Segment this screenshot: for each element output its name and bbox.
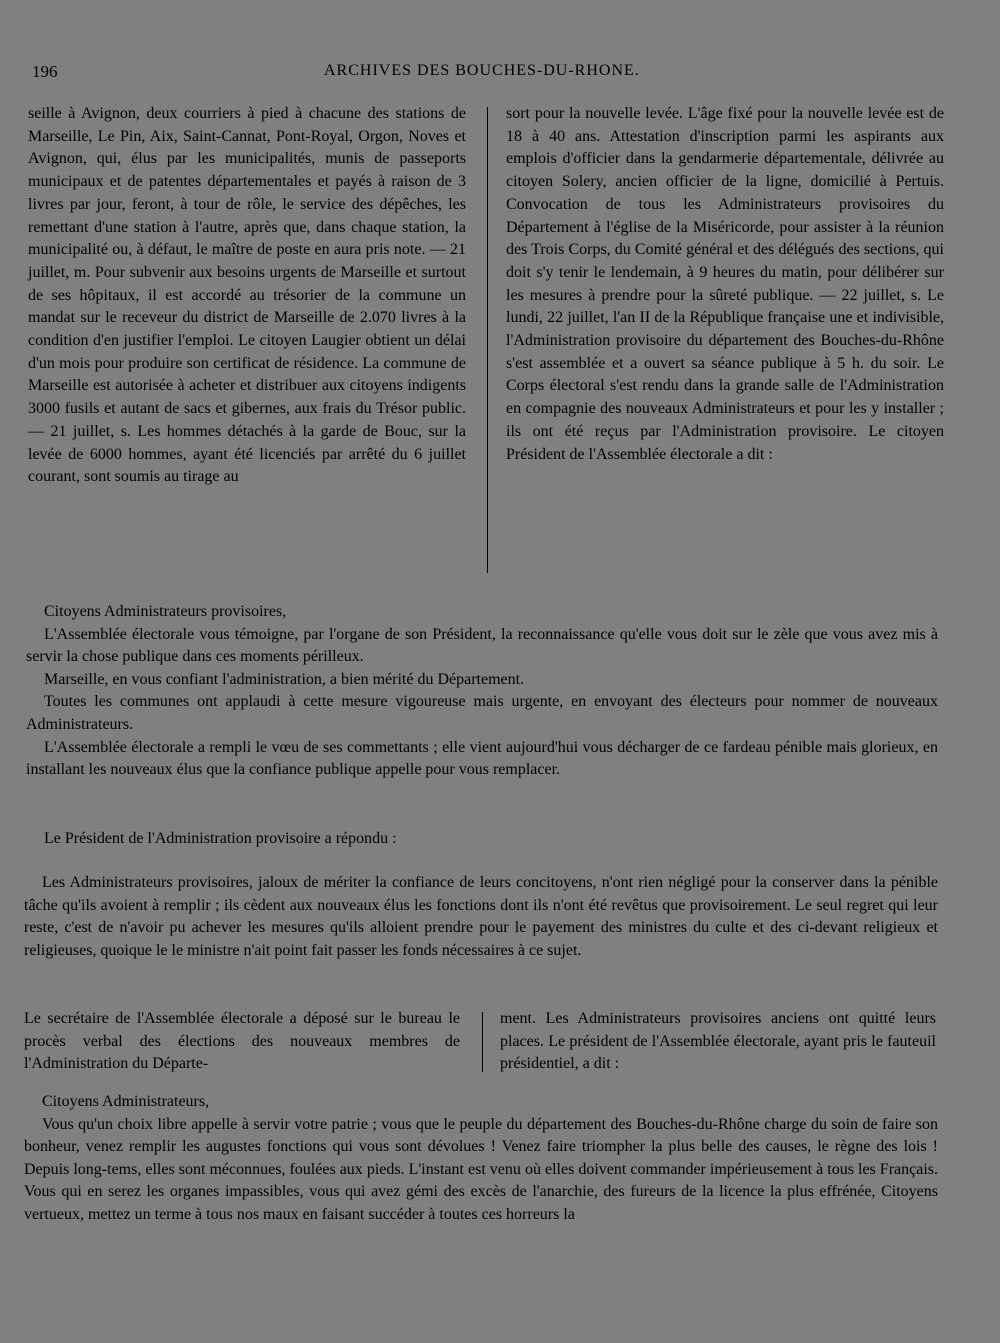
bottom-right-column: ment. Les Administrateurs provisoires anciens ont quitté leurs places. Le président de l'Assemblée électorale, ayant pris le fauteuil présidentiel, a dit : bbox=[500, 1010, 936, 1073]
page-number: 196 bbox=[32, 62, 58, 81]
final-speech-text: Vous qu'un choix libre appelle à servir votre patrie ; vous que le peuple du département des Bouches-du-Rhône charge du soin de faire son bonheur, venez remplir les augustes fonctions qui vous sont dévolues ! Venez faire triompher la plus belle des causes, le règne des lois ! Depuis long-tems, elles sont méconnues, foulées aux pieds. L'instant est venu où elles doivent commander impérieusement à tous les Français. Vous qui en serez les organes impassibles, vous qui avez gémi des excès de l'anarchie, des fureurs de la licence la plus effrénée, Citoyens vertueux, mettez un terme à tous nos maux en faisant succéder à toutes ces horreurs la bbox=[24, 1115, 938, 1223]
column-divider bbox=[487, 107, 488, 573]
speech-paragraph: Toutes les communes ont applaudi à cette mesure vigoureuse mais urgente, en envoyant des électeurs pour nommer de nouveaux Administrateurs. bbox=[26, 693, 938, 733]
electoral-president-speech bbox=[26, 601, 938, 782]
speech-paragraph: L'Assemblée électorale vous témoigne, par l'organe de son Président, la reconnaissance qu'elle vous doit sur le zèle que vous avez mis à servir la chose publique dans ces moments périlleux. bbox=[26, 625, 938, 666]
running-title: ARCHIVES DES BOUCHES-DU-RHONE. bbox=[324, 62, 640, 79]
speech-paragraph: Marseille, en vous confiant l'administration, a bien mérité du Département. bbox=[44, 670, 525, 688]
speech-salutation: Citoyens Administrateurs provisoires, bbox=[44, 603, 287, 620]
top-two-column-block bbox=[28, 103, 948, 578]
reply-intro: Le Président de l'Administration provisoire a répondu : bbox=[44, 830, 397, 847]
bottom-left-column: Le secrétaire de l'Assemblée électorale a déposé sur le bureau le procès verbal des élections des nouveaux membres de l'Administration du Départe- bbox=[24, 1010, 460, 1073]
final-speech-salutation: Citoyens Administrateurs, bbox=[42, 1093, 210, 1110]
final-speech bbox=[24, 1091, 938, 1227]
reply-paragraph bbox=[24, 872, 938, 962]
speech-paragraph: L'Assemblée électorale a rempli le vœu de ses commettants ; elle vient aujourd'hui vous décharger de ce fardeau pénible mais glorieux, en installant les nouveaux élus que la confiance publique appelle pour vous remplacer. bbox=[26, 738, 938, 779]
column-divider bbox=[482, 1012, 483, 1072]
page-header bbox=[32, 62, 662, 86]
bottom-two-column-block bbox=[24, 1008, 940, 1076]
top-left-column: seille à Avignon, deux courriers à pied à chacune des stations de Marseille, Le Pin, Aix, Saint-Cannat, Pont-Royal, Orgon, Noves et Avignon, qui, élus par les municipalités, munis de passeports municipaux et de patentes départementales et payés à raison de 3 livres par jour, feront, à tour de rôle, le service des dépêches, les remettant d'une station à l'autre, après que, dans chaque station, la municipalité ou, à défaut, le maître de poste en aura pris note. — 21 juillet, m. Pour subvenir aux besoins urgents de Marseille et surtout de ses hôpitaux, il est accordé au trésorier de la commune un mandat sur le receveur du district de Marseille de 2.070 livres à la condition d'en justifier l'emploi. Le citoyen Laugier obtient un délai d'un mois pour produire son certificat de résidence. La commune de Marseille est autorisée à acheter et distribuer aux citoyens indigents 3000 fusils et autant de sacs et gibernes, aux frais du Trésor public. — 21 juillet, s. Les hommes détachés à la garde de Bouc, sur la levée de 6000 hommes, ayant été licenciés par arrêté du 6 juillet courant, sont soumis au tirage au bbox=[28, 105, 466, 486]
top-right-column: sort pour la nouvelle levée. L'âge fixé pour la nouvelle levée est de 18 à 40 ans. Attestation d'inscription parmi les aspirants aux emplois d'officier dans la gendarmerie départementale, délivrée au citoyen Solery, ancien officier de la ligne, domicilié à Pertuis. Convocation de tous les Administrateurs provisoires du Département à l'église de la Miséricorde, pour assister à la réunion des Trois Corps, du Comité général et des délégués des sections, qui doit s'y tenir le lendemain, à 9 heures du matin, pour délibérer sur les mesures à prendre pour la sûreté publique. — 22 juillet, s. Le lundi, 22 juillet, l'an II de la République française une et indivisible, l'Administration provisoire du département des Bouches-du-Rhône s'est assemblée et a ouvert sa séance publique à 5 h. du soir. Le Corps électoral s'est rendu dans la grande salle de l'Administration en compagnie des nouveaux Administrateurs et pour les y installer ; ils ont été reçus par l'Administration provisoire. Le citoyen Président de l'Assemblée électorale a dit : bbox=[506, 105, 944, 463]
reply-text: Les Administrateurs provisoires, jaloux de mériter la confiance de leurs concitoyens, n'ont rien négligé pour la conserver dans la pénible tâche qu'ils avoient à remplir ; ils cèdent aux nouveaux élus les fonctions dont ils n'ont été revêtus que provisoirement. Le seul regret qui leur reste, c'est de n'avoir pu achever les mesures qu'ils alloient prendre pour le payement des ministres du culte et des ci-devant religieux et religieuses, quoique le le ministre n'ait point fait passer les fonds nécessaires à ce sujet. bbox=[24, 874, 938, 959]
